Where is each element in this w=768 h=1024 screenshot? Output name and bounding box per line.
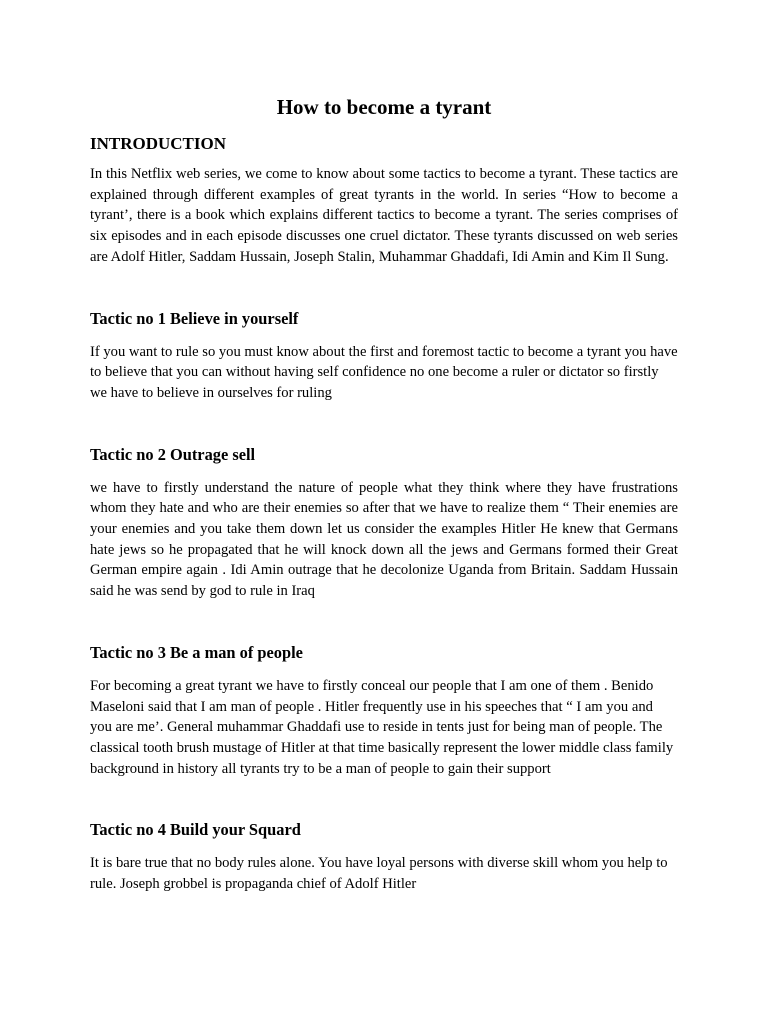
section-heading: Tactic no 2 Outrage sell (90, 444, 256, 464)
section-paragraph: If you want to rule so you must know about the first and foremost tactic to become a tyrant you have to believe that you can without having self confidence no one become a ruler or dictator so firstly we have to believe in ourselves for ruling (90, 343, 678, 401)
section-tactic-4 (90, 819, 678, 894)
section-tactic-1 (90, 308, 678, 404)
section-tactic-2 (90, 444, 678, 602)
section-heading: Tactic no 3 Be a man of people (90, 642, 303, 662)
section-heading: Tactic no 1 Believe in yourself (90, 308, 299, 328)
section-tactic-3 (90, 642, 678, 780)
section-paragraph: we have to firstly understand the nature of people what they think where they have frustrations whom they hate and who are their enemies so after that we have to realize them “ Their enemies are your enemies and you take them down let us consider the examples Hitler He knew that Germans hate jews so he propagated that he will knock down all the jews and Germans formed their Great German empire again . Idi Amin outrage that he decolonize Uganda from Britain. Saddam Hussain said he was send by god to rule in Iraq (90, 479, 678, 600)
intro-heading: INTRODUCTION (90, 134, 227, 153)
section-paragraph: For becoming a great tyrant we have to firstly conceal our people that I am one of them . Benido Maseloni said that I am man of people . Hitler frequently use in his speeches that “ I am you and you are me’. General muhammar Ghaddafi use to reside in tents just for being man of people. The classical tooth brush mustage of Hitler at that time basically represent the lower middle class family background in history all tyrants try to be a man of people to gain their support (90, 677, 674, 777)
section-paragraph: It is bare true that no body rules alone. You have loyal persons with diverse skill whom you help to rule. Joseph grobbel is propaganda chief of Adolf Hitler (90, 855, 668, 893)
document-page (90, 92, 678, 895)
document-title: How to become a tyrant (276, 95, 492, 119)
section-heading: Tactic no 4 Build your Squard (90, 820, 301, 840)
intro-paragraph: In this Netflix web series, we come to know about some tactics to become a tyrant. These tactics are explained through different examples of great tyrants in the world. In series “How to become a tyrant’, there is a book which explains different tactics to become a tyrant. The series comprises of six episodes and in each episode discusses one cruel dictator. These tyrants discussed on web series are Adolf Hitler, Saddam Hussain, Joseph Stalin, Muhammar Ghaddafi, Idi Amin and Kim Il Sung. (90, 166, 678, 265)
